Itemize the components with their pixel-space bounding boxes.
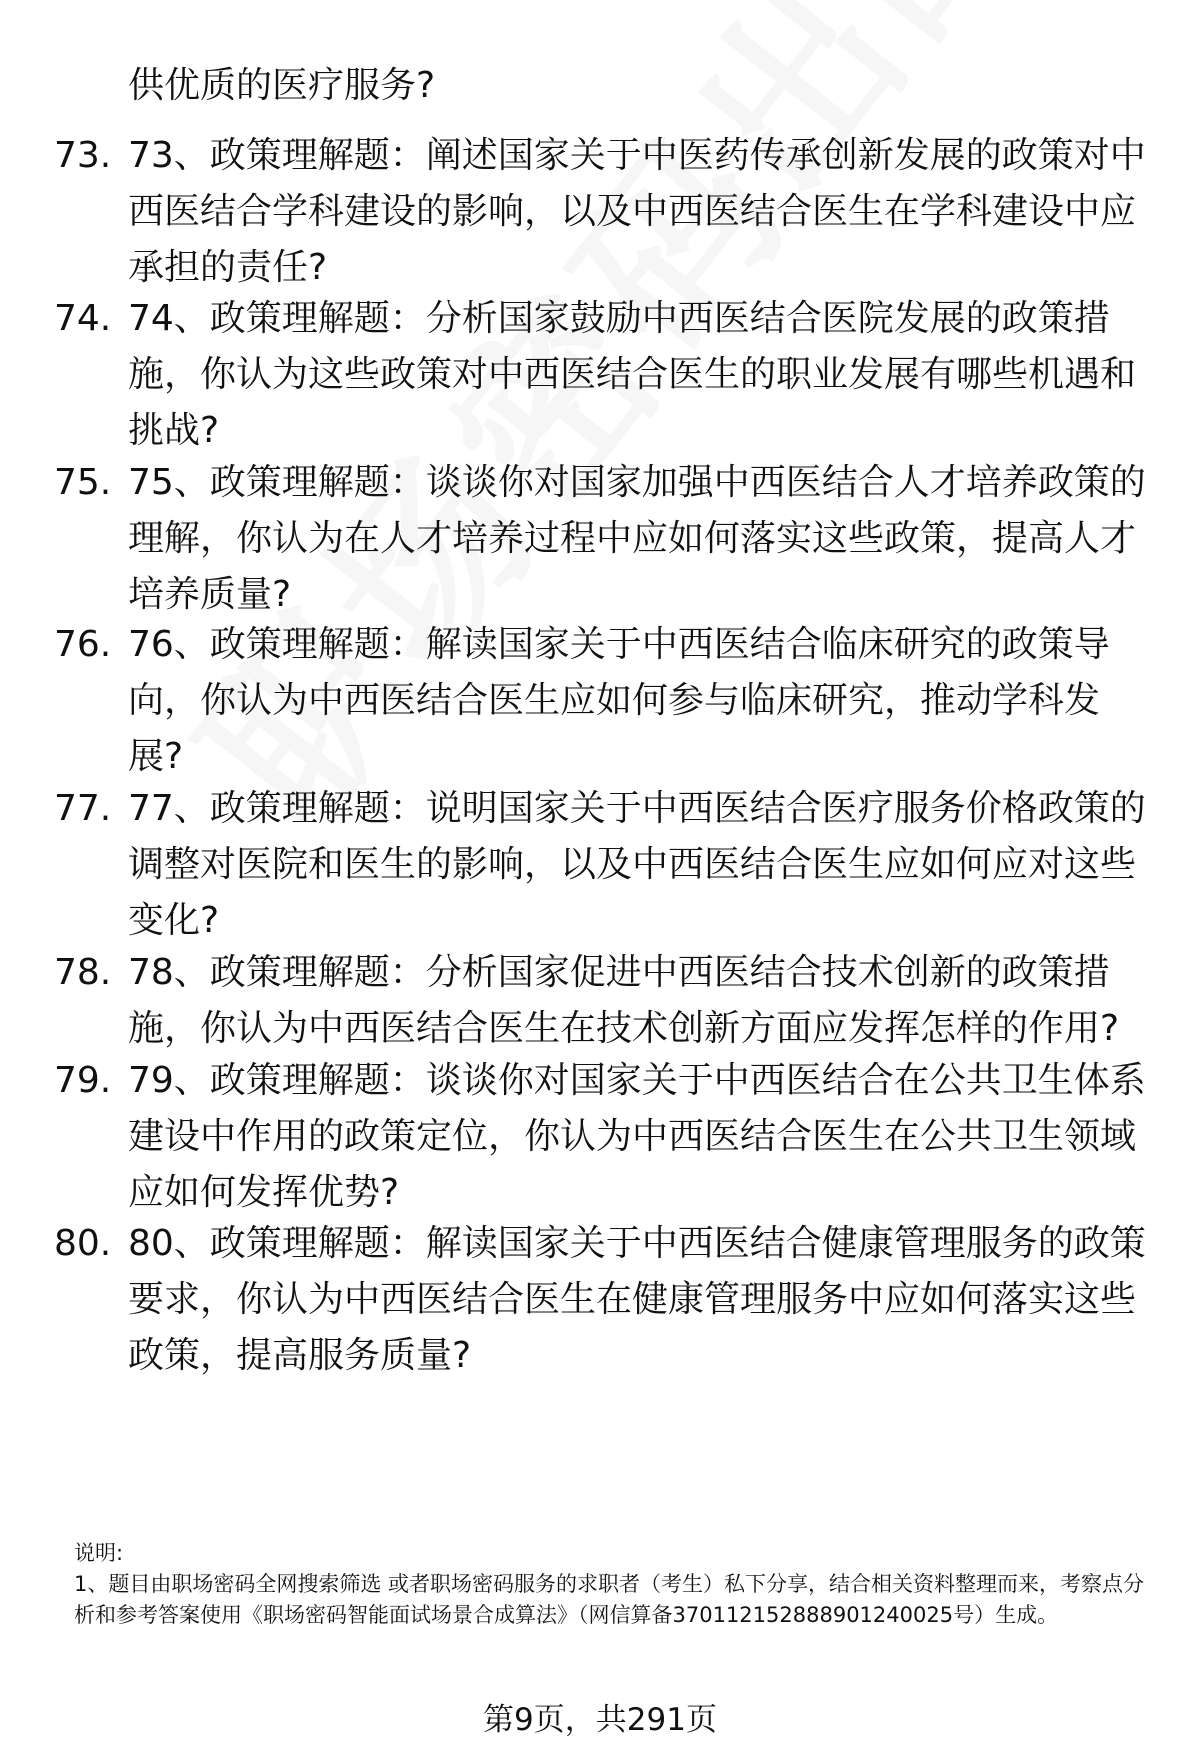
notes-heading: 说明: [74, 1541, 124, 1565]
question-text: 80、政策理解题：解读国家关于中西医结合健康管理服务的政策要求，你认为中西医结合医生在健康管理服务中应如何落实这些政策，提高服务质量? [128, 1223, 1146, 1376]
question-number: 77. [54, 788, 112, 829]
page-number: 第9页，共291页 [483, 1702, 717, 1738]
question-number: 74. [54, 298, 112, 339]
question-text: 77、政策理解题：说明国家关于中西医结合医疗服务价格政策的调整对医院和医生的影响，以及中西医结合医生应如何应对这些变化? [128, 788, 1146, 941]
question-number: 76. [54, 624, 112, 665]
question-72-continuation: 供优质的医疗服务? [128, 65, 436, 106]
notes-section [74, 1538, 1150, 1631]
question-text: 73、政策理解题：阐述国家关于中医药传承创新发展的政策对中西医结合学科建设的影响，以及中西医结合医生在学科建设中应承担的责任? [128, 135, 1146, 288]
question-number: 79. [54, 1060, 112, 1101]
question-text: 78、政策理解题：分析国家促进中西医结合技术创新的政策措施，你认为中西医结合医生在技术创新方面应发挥怎样的作用? [128, 952, 1120, 1049]
question-text: 75、政策理解题：谈谈你对国家加强中西医结合人才培养政策的理解，你认为在人才培养过程中应如何落实这些政策，提高人才培养质量? [128, 462, 1146, 615]
question-number: 75. [54, 462, 112, 503]
question-text: 79、政策理解题：谈谈你对国家关于中西医结合在公共卫生体系建设中作用的政策定位，你认为中西医结合医生在公共卫生领域应如何发挥优势? [128, 1060, 1146, 1213]
notes-body: 1、题目由职场密码全网搜索筛选 或者职场密码服务的求职者（考生）私下分享，结合相关资料整理而来，考察点分析和参考答案使用《职场密码智能面试场景合成算法》（网信算备370112152888901240025号）生成。 [74, 1572, 1145, 1627]
question-text: 76、政策理解题：解读国家关于中西医结合临床研究的政策导向，你认为中西医结合医生应如何参与临床研究，推动学科发展? [128, 624, 1110, 777]
question-number: 78. [54, 952, 112, 993]
question-number: 80. [54, 1223, 112, 1264]
question-text: 74、政策理解题：分析国家鼓励中西医结合医院发展的政策措施，你认为这些政策对中西医结合医生的职业发展有哪些机遇和挑战? [128, 298, 1137, 451]
question-number: 73. [54, 135, 112, 176]
